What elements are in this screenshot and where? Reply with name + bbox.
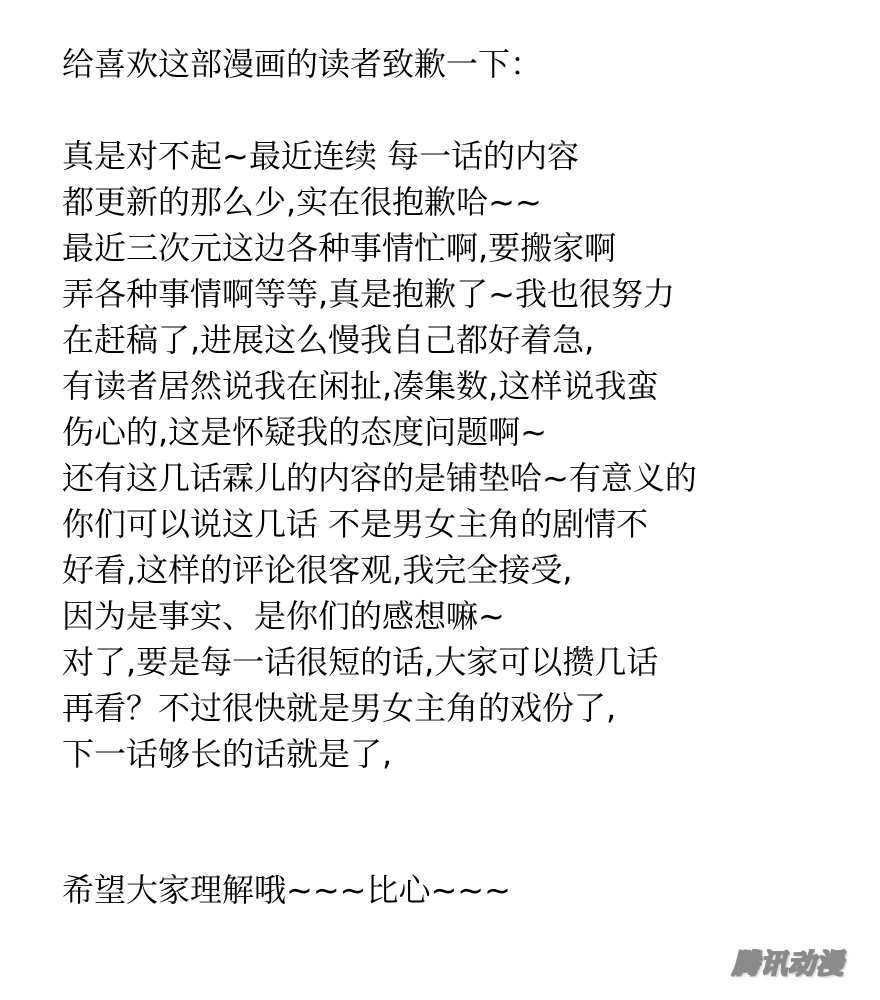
note-closing: 希望大家理解哦~~~比心~~~ [62, 871, 511, 909]
note-line: 再看？不过很快就是男女主角的戏份了, [62, 689, 617, 727]
note-line: 都更新的那么少,实在很抱歉哈~~ [62, 183, 542, 221]
watermark-text: 腾讯动漫 [732, 948, 844, 980]
note-line: 伤心的,这是怀疑我的态度问题啊~ [62, 413, 547, 451]
tencent-comics-watermark-logo [718, 942, 858, 980]
note-line: 还有这几话霖儿的内容的是铺垫哈~有意义的 [62, 459, 697, 497]
note-line: 对了,要是每一话很短的话,大家可以攒几话 [62, 643, 659, 681]
note-line: 你们可以说这几话 不是男女主角的剧情不 [62, 505, 649, 543]
note-line: 有读者居然说我在闲扯,凑集数,这样说我蛮 [62, 367, 659, 405]
note-line: 最近三次元这边各种事情忙啊,要搬家啊 [62, 229, 617, 267]
note-line: 好看,这样的评论很客观,我完全接受, [62, 551, 573, 589]
note-line: 真是对不起~最近连续 每一话的内容 [62, 137, 579, 175]
note-line: 在赶稿了,进展这么慢我自己都好着急, [62, 321, 595, 359]
note-line: 因为是事实、是你们的感想嘛~ [62, 597, 505, 635]
note-heading: 给喜欢这部漫画的读者致歉一下： [62, 45, 543, 83]
note-line: 弄各种事情啊等等,真是抱歉了~我也很努力 [62, 275, 675, 313]
note-line: 下一话够长的话就是了, [62, 735, 393, 773]
